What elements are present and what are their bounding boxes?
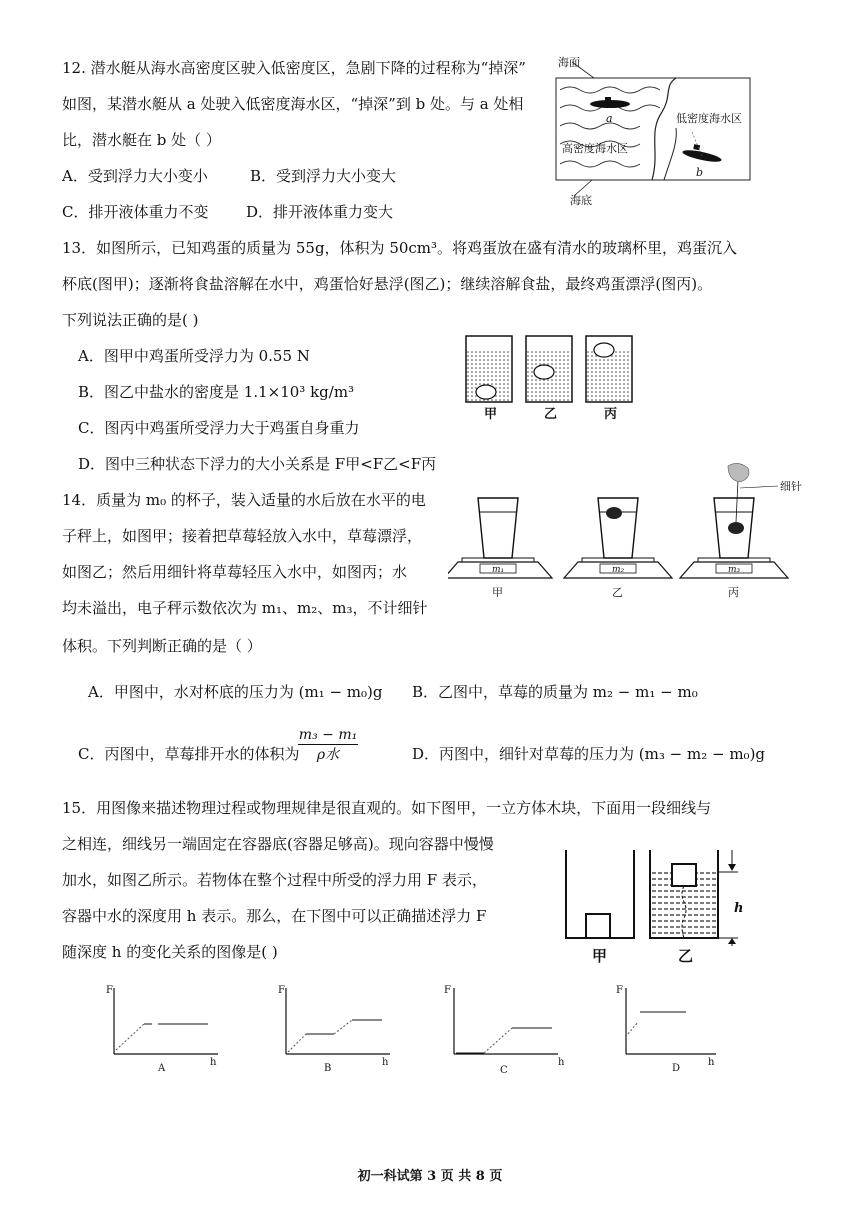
cup-yi-label: 乙 <box>544 407 558 422</box>
high-density-label: 高密度海水区 <box>562 142 628 155</box>
submarine-figure <box>552 52 762 212</box>
page-footer: 初一科试第 3 页 共 8 页 <box>357 1169 503 1184</box>
strawberry-scale-figure <box>448 462 810 600</box>
q14-line-5: 体积。下列判断正确的是（ ） <box>62 637 262 655</box>
cup-bing-label: 丙 <box>604 407 618 422</box>
cup-jia-label: 甲 <box>484 407 498 422</box>
scale-jia-label: 甲 <box>492 586 503 599</box>
fraction-denominator: ρ水 <box>316 747 340 763</box>
graph-c <box>440 984 570 1074</box>
depth-h-label: h <box>734 901 744 916</box>
graph-b-letter: B <box>324 1063 332 1074</box>
q14-option-d: D．丙图中，细针对草莓的压力为 (m₃ − m₂ − m₀)g <box>412 745 766 763</box>
q13-line-1: 13．如图所示，已知鸡蛋的质量为 55g，体积为 50cm³。将鸡蛋放在盛有清水的玻璃杯里，鸡蛋沉入 <box>62 239 738 257</box>
graph-a-f-label: F <box>106 985 113 996</box>
graph-a-letter: A <box>158 1063 166 1074</box>
scale-m1-label: m₁ <box>492 565 505 575</box>
graph-d <box>612 984 742 1074</box>
q12-line-2: 如图，某潜水艇从 a 处驶入低密度海水区，“掉深”到 b 处。与 a 处相 <box>62 95 524 113</box>
q13-line-2: 杯底(图甲)；逐渐将食盐溶解在水中，鸡蛋恰好悬浮(图乙)；继续溶解食盐，最终鸡蛋漂浮(图丙)。 <box>62 275 713 293</box>
point-a-label: a <box>606 112 613 125</box>
q13-option-d: D．图中三种状态下浮力的大小关系是 F甲<F乙<F丙 <box>78 455 437 473</box>
sea-surface-label: 海面 <box>558 56 580 69</box>
q12-line-1: 12. 潜水艇从海水高密度区驶入低密度区，急剧下降的过程称为“掉深” <box>62 59 526 77</box>
low-density-label: 低密度海水区 <box>676 112 742 125</box>
egg-cups-figure <box>462 330 652 425</box>
q15-line-5: 随深度 h 的变化关系的图像是( ) <box>62 943 278 961</box>
q12-option-a: A．受到浮力大小变小 <box>62 167 208 185</box>
q12-option-c: C．排开液体重力不变 <box>62 203 209 221</box>
q12-option-b: B．受到浮力大小变大 <box>250 167 397 185</box>
point-b-label: b <box>696 166 704 179</box>
needle-label: 细针 <box>780 480 802 493</box>
q14-option-c-fraction <box>298 726 358 770</box>
q13-option-c: C．图丙中鸡蛋所受浮力大于鸡蛋自身重力 <box>78 419 360 437</box>
q12-line-3: 比，潜水艇在 b 处（ ） <box>62 131 221 149</box>
seabed-label: 海底 <box>570 194 592 207</box>
fraction-numerator: m₃ − m₁ <box>298 727 358 743</box>
scale-yi-label: 乙 <box>612 586 623 599</box>
q15-line-2: 之相连，细线另一端固定在容器底(容器足够高)。现向容器中慢慢 <box>62 835 494 853</box>
container-block-figure <box>562 846 752 970</box>
graph-d-letter: D <box>672 1063 681 1074</box>
q13-option-b: B．图乙中盐水的密度是 1.1×10³ kg/m³ <box>78 383 355 401</box>
graph-b <box>272 984 402 1074</box>
graph-c-letter: C <box>500 1065 508 1076</box>
q12-option-d: D．排开液体重力变大 <box>246 203 394 221</box>
q14-line-4: 均未溢出，电子秤示数依次为 m₁、m₂、m₃，不计细针 <box>62 599 428 617</box>
graph-d-h-label: h <box>708 1057 715 1068</box>
scale-m2-label: m₂ <box>612 565 625 575</box>
q14-option-c: C．丙图中，草莓排开水的体积为 <box>78 745 300 763</box>
scale-bing-label: 丙 <box>728 586 739 599</box>
q15-line-1: 15．用图像来描述物理过程或物理规律是很直观的。如下图甲，一立方体木块，下面用一段细线与 <box>62 799 712 817</box>
scale-m3-label: m₃ <box>728 565 741 575</box>
container-jia-label: 甲 <box>592 947 608 965</box>
graph-b-h-label: h <box>382 1057 389 1068</box>
q15-line-4: 容器中水的深度用 h 表示。那么，在下图中可以正确描述浮力 F <box>62 907 487 925</box>
graph-c-h-label: h <box>558 1057 565 1068</box>
graph-d-f-label: F <box>616 985 623 996</box>
q14-option-a: A．甲图中，水对杯底的压力为 (m₁ − m₀)g <box>88 683 383 701</box>
graph-c-f-label: F <box>444 985 451 996</box>
graph-b-f-label: F <box>278 985 285 996</box>
graph-a-h-label: h <box>210 1057 217 1068</box>
q14-line-2: 子秤上，如图甲；接着把草莓轻放入水中，草莓漂浮， <box>62 527 423 545</box>
q13-line-3: 下列说法正确的是( ) <box>62 311 199 329</box>
q14-line-3: 如图乙；然后用细针将草莓轻压入水中，如图丙；水 <box>62 563 408 581</box>
q15-line-3: 加水，如图乙所示。若物体在整个过程中所受的浮力用 F 表示， <box>62 871 487 889</box>
q13-option-a: A．图甲中鸡蛋所受浮力为 0.55 N <box>78 347 310 365</box>
graph-a <box>100 984 230 1074</box>
q14-option-b: B．乙图中，草莓的质量为 m₂ − m₁ − m₀ <box>412 683 698 701</box>
q14-line-1: 14．质量为 m₀ 的杯子，装入适量的水后放在水平的电 <box>62 491 426 509</box>
container-yi-label: 乙 <box>678 947 694 965</box>
